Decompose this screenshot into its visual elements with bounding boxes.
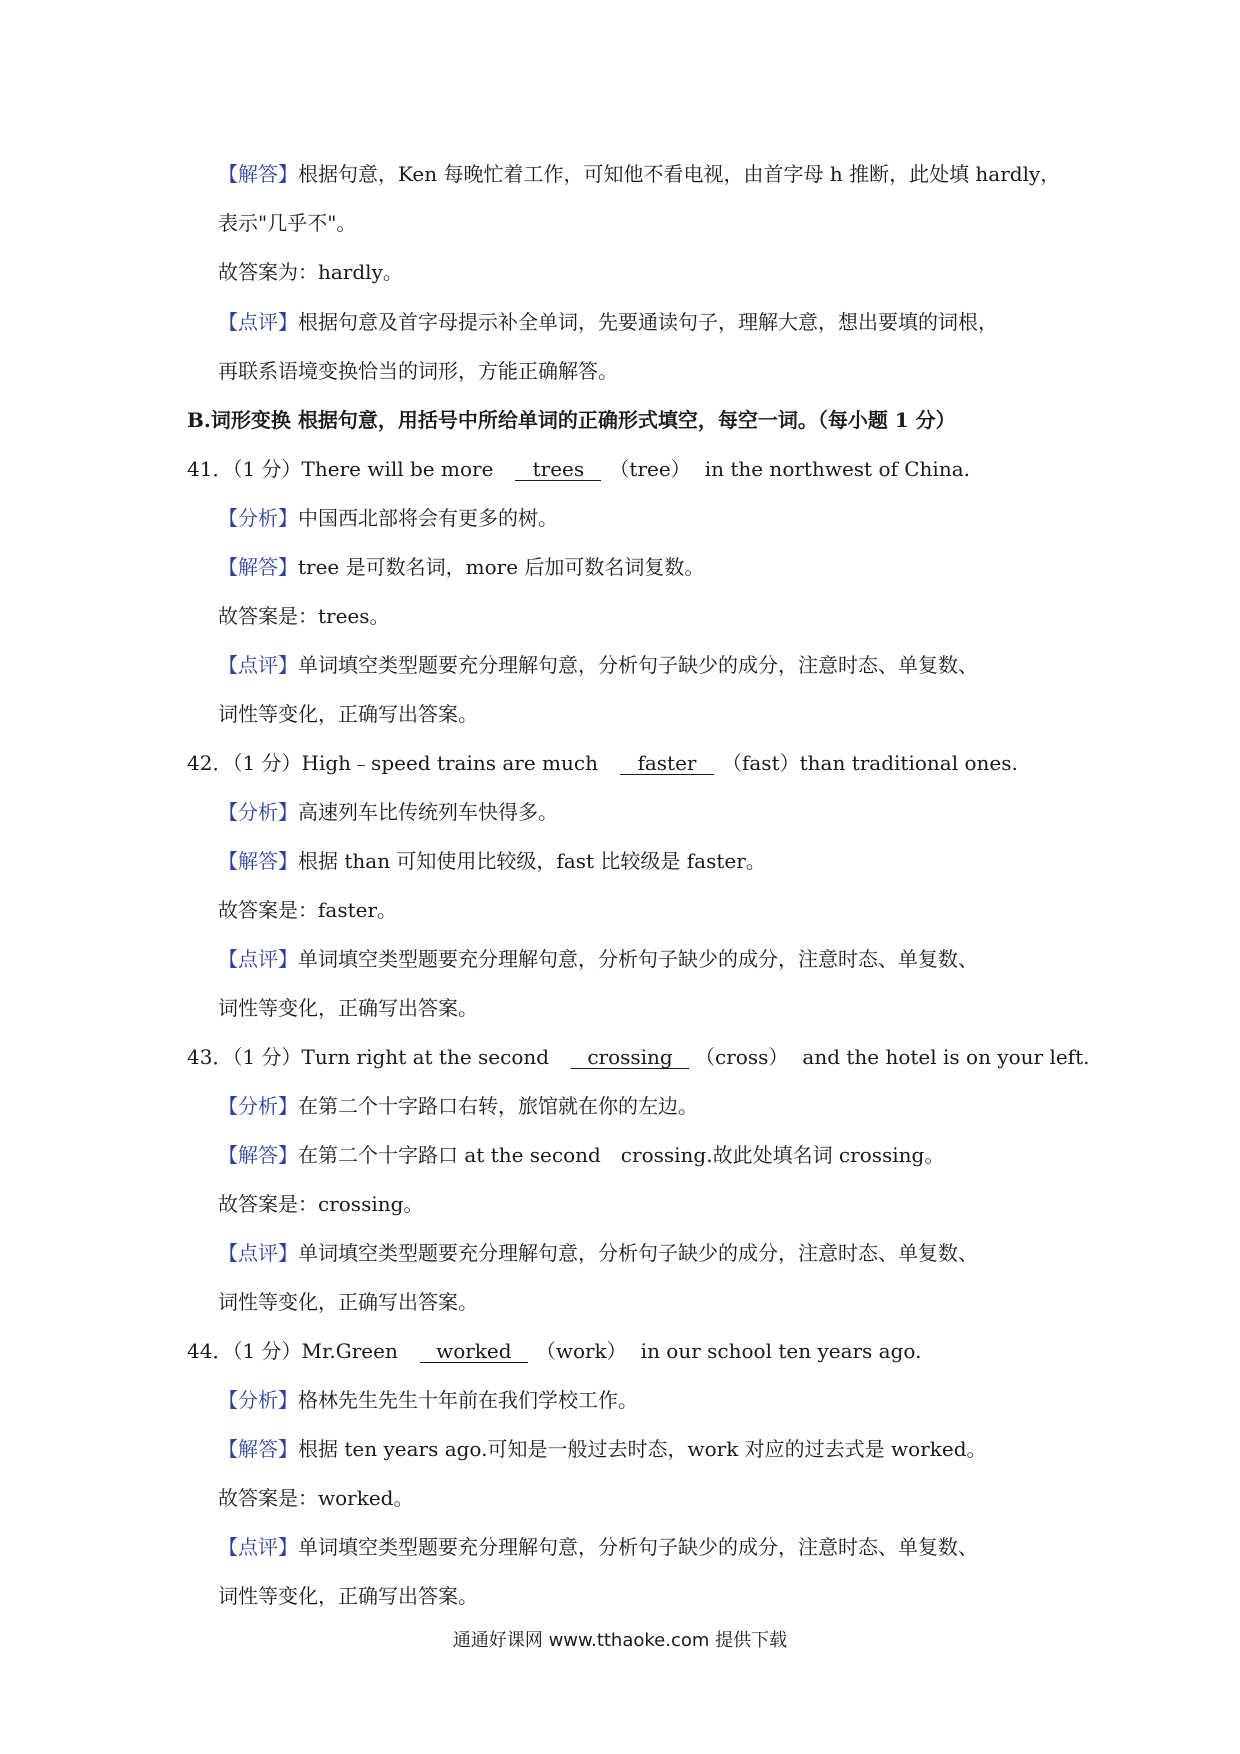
question-text-before: Turn right at the second (301, 1045, 550, 1069)
comment-text: 根据句意及首字母提示补全单词，先要通读句子，理解大意，想出要填的词根， (298, 310, 998, 334)
answer-text: 根据句意，Ken 每晚忙着工作，可知他不看电视，由首字母 h 推断，此处填 hardly， (298, 162, 1061, 186)
analysis-line (218, 1092, 698, 1120)
analysis-tag: 【分析】 (218, 1094, 298, 1118)
question-text-before: Mr.Green (301, 1339, 398, 1363)
solution-text: 根据 ten years ago.可知是一般过去时态，work 对应的过去式是 worked。 (298, 1437, 987, 1461)
page-footer: 通通好课网 www.tthaoke.com 提供下载 (452, 1630, 788, 1651)
answer-line (218, 160, 1060, 188)
comment-text-continued: 词性等变化，正确写出答案。 (218, 1584, 478, 1608)
question-text-after: and the hotel is on your left. (802, 1045, 1090, 1069)
comment-line (218, 308, 998, 336)
question-number: 42．（1 分） (187, 751, 302, 775)
analysis-text: 格林先生先生十年前在我们学校工作。 (298, 1388, 638, 1412)
answer-text-continued: 表示"几乎不"。 (218, 211, 357, 235)
comment-text: 单词填空类型题要充分理解句意，分析句子缺少的成分，注意时态、单复数、 (298, 947, 978, 971)
analysis-text: 在第二个十字路口右转，旅馆就在你的左边。 (298, 1094, 698, 1118)
analysis-line (218, 504, 558, 532)
comment-text: 单词填空类型题要充分理解句意，分析句子缺少的成分，注意时态、单复数、 (298, 1535, 978, 1559)
question-text-after: than traditional ones. (799, 751, 1018, 775)
question-number: 44．（1 分） (187, 1339, 302, 1363)
comment-text: 单词填空类型题要充分理解句意，分析句子缺少的成分，注意时态、单复数、 (298, 1241, 978, 1265)
solution-line (218, 1435, 987, 1463)
solution-tag: 【解答】 (218, 1437, 298, 1461)
solution-tag: 【解答】 (218, 1143, 298, 1167)
question-text-after: in our school ten years ago. (640, 1339, 922, 1363)
question-line (187, 1043, 1089, 1071)
comment-tag: 【点评】 (218, 1241, 298, 1265)
question-number: 41．（1 分） (187, 457, 302, 481)
result-text: 故答案是：faster。 (218, 898, 398, 922)
section-heading: B.词形变换 根据句意，用括号中所给单词的正确形式填空，每空一词。（每小题 1 分） (187, 408, 956, 432)
answer-tag: 【解答】 (218, 162, 298, 186)
comment-line (218, 651, 978, 679)
comment-text-continued: 词性等变化，正确写出答案。 (218, 702, 478, 726)
comment-text-continued: 再联系语境变换恰当的词形，方能正确解答。 (218, 359, 618, 383)
comment-line (218, 945, 978, 973)
comment-line (218, 1533, 978, 1561)
question-text-before: High﹣speed trains are much (301, 751, 598, 775)
analysis-text: 中国西北部将会有更多的树。 (298, 506, 558, 530)
solution-line (218, 1141, 944, 1169)
question-line (187, 749, 1018, 777)
comment-tag: 【点评】 (218, 947, 298, 971)
answer-blank: trees (515, 458, 601, 481)
solution-tag: 【解答】 (218, 849, 298, 873)
answer-blank: worked (420, 1340, 528, 1363)
result-text: 故答案为：hardly。 (218, 260, 403, 284)
question-text-after: in the northwest of China. (704, 457, 970, 481)
question-line (187, 455, 970, 483)
word-hint: （fast） (721, 751, 800, 775)
analysis-text: 高速列车比传统列车快得多。 (298, 800, 558, 824)
word-hint: （tree） (609, 457, 691, 481)
word-hint: （cross） (695, 1045, 789, 1069)
answer-blank: crossing (571, 1046, 689, 1069)
analysis-line (218, 798, 558, 826)
analysis-tag: 【分析】 (218, 1388, 298, 1412)
comment-text-continued: 词性等变化，正确写出答案。 (218, 1290, 478, 1314)
solution-line (218, 553, 704, 581)
comment-text-continued: 词性等变化，正确写出答案。 (218, 996, 478, 1020)
solution-line (218, 847, 766, 875)
solution-text: 在第二个十字路口 at the second crossing.故此处填名词 crossing。 (298, 1143, 945, 1167)
analysis-tag: 【分析】 (218, 800, 298, 824)
solution-text: tree 是可数名词，more 后加可数名词复数。 (298, 555, 705, 579)
analysis-line (218, 1386, 638, 1414)
comment-tag: 【点评】 (218, 1535, 298, 1559)
analysis-tag: 【分析】 (218, 506, 298, 530)
result-text: 故答案是：trees。 (218, 604, 390, 628)
comment-text: 单词填空类型题要充分理解句意，分析句子缺少的成分，注意时态、单复数、 (298, 653, 978, 677)
question-text-before: There will be more (301, 457, 494, 481)
question-number: 43．（1 分） (187, 1045, 302, 1069)
comment-tag: 【点评】 (218, 653, 298, 677)
answer-blank: faster (620, 752, 714, 775)
result-text: 故答案是：crossing。 (218, 1192, 424, 1216)
word-hint: （work） (535, 1339, 627, 1363)
comment-line (218, 1239, 978, 1267)
solution-text: 根据 than 可知使用比较级，fast 比较级是 faster。 (298, 849, 766, 873)
comment-tag: 【点评】 (218, 310, 298, 334)
question-line (187, 1337, 921, 1365)
solution-tag: 【解答】 (218, 555, 298, 579)
result-text: 故答案是：worked。 (218, 1486, 414, 1510)
